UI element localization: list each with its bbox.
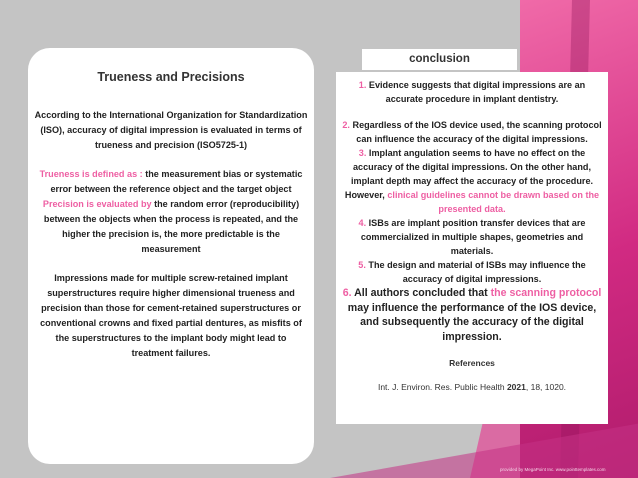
trueness-precision-panel	[28, 48, 314, 464]
precision-label: Precision is evaluated by	[42, 199, 152, 209]
item-text: Regardless of the IOS device used, the scanning protocol can influence the accuracy of the digital impressions.	[352, 120, 602, 144]
iso-paragraph: According to the International Organization for Standardization (ISO), accuracy of digital impression is evaluated in terms of trueness and precision (ISO5725-1)	[34, 110, 308, 150]
panel-title: Trueness and Precisions	[97, 70, 245, 84]
conclusion-item-3	[339, 146, 605, 216]
reference-details: , 18, 1020.	[525, 382, 567, 392]
item-number: 2.	[342, 120, 350, 130]
item-text-continued: On the other hand, implant depth may affect the accuracy of the procedure. However,	[344, 162, 594, 200]
conclusion-item-5	[339, 258, 605, 286]
trueness-definition	[34, 167, 308, 257]
conclusion-heading: conclusion	[362, 49, 517, 70]
item-number: 6.	[342, 287, 352, 299]
item-number: 4.	[358, 218, 367, 228]
footer-credit: provided by MegaPoint Inc. www.pointtemplates.com	[500, 467, 606, 472]
reference-journal: Int. J. Environ. Res. Public Health	[377, 382, 505, 392]
item-text: All authors concluded that	[354, 287, 488, 299]
conclusion-item-1	[339, 78, 605, 106]
reference-year: 2021	[506, 382, 526, 392]
item-highlight: the scanning protocol	[490, 287, 602, 299]
precision-text: the random error (reproducibility) between the objects when the process is repeated, and the higher the precision is, the more predictable is the measurement	[43, 199, 300, 254]
trueness-text: the measurement bias or systematic error between the reference object and the target object	[50, 169, 303, 194]
item-text: ISBs are implant position transfer devices that are commercialized in multiple shapes, geometries and materials.	[360, 218, 586, 256]
item-text: Implant angulation seems to have no effect on the accuracy of the digital impressions.	[352, 148, 586, 172]
reference-citation	[339, 382, 605, 392]
trueness-label: Trueness is defined as :	[39, 169, 143, 179]
conclusion-panel	[336, 72, 608, 424]
conclusion-item-4	[339, 216, 605, 258]
item-text-continued: may influence the performance of the IOS device, and subsequently the accuracy of the digital impression.	[347, 301, 597, 343]
item-number: 3.	[358, 148, 367, 158]
impressions-paragraph: Impressions made for multiple screw-retained implant superstructures require higher dimensional trueness and precision than those for cement-retained superstructures or conventional crowns and fixed partial dentures, as misfits of the superstructures to the implant body might lead to treatment failures.	[40, 273, 302, 358]
item-highlight: clinical guidelines cannot be drawn based on the presented data.	[387, 190, 600, 214]
item-number: 5.	[358, 260, 366, 270]
item-text: Evidence suggests that digital impressions are an accurate procedure in implant dentistry.	[368, 80, 586, 104]
item-text: The design and material of ISBs may influence the accuracy of digital impressions.	[368, 260, 586, 284]
conclusion-item-6	[339, 286, 605, 344]
references-title: References	[449, 358, 495, 368]
conclusion-item-2	[339, 118, 605, 146]
item-number: 1.	[358, 80, 367, 90]
